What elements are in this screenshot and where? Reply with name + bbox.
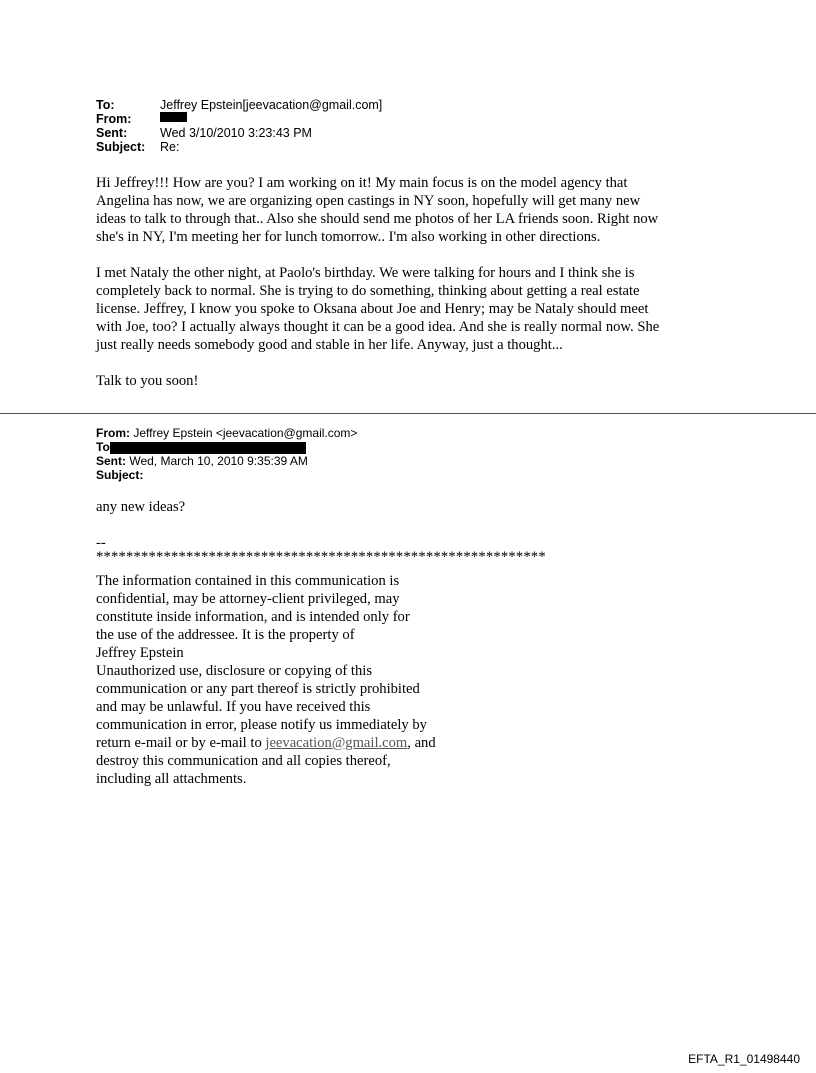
disclaimer-line: Unauthorized use, disclosure or copying of this — [96, 663, 373, 679]
document-id: EFTA_R1_01498440 — [688, 1052, 800, 1066]
subject-label: Subject: — [96, 140, 146, 154]
body-line: ideas to talk to through that.. Also she should send me photos of her LA friends soon. Right now — [96, 211, 659, 227]
body-line: Angelina has now, we are organizing open castings in NY soon, hopefully will get many new — [96, 193, 641, 209]
body-paragraph — [96, 174, 726, 246]
disclaimer-line: communication or any part thereof is strictly prohibited — [96, 681, 420, 697]
subject-value: Re: — [160, 140, 180, 154]
body-line: just really needs somebody good and stable in her life. Anyway, just a thought... — [96, 337, 563, 353]
quoted-subject-row — [96, 468, 357, 482]
body-line: completely back to normal. She is trying to do something, thinking about getting a real estate — [96, 283, 640, 299]
disclaimer-line-with-link — [96, 734, 546, 752]
to-label: To: — [96, 98, 115, 112]
signature-dashes: -- — [96, 535, 106, 551]
quoted-to-row — [96, 440, 357, 454]
disclaimer-line: and may be unlawful. If you have received this — [96, 699, 371, 715]
quoted-to-label: To — [96, 440, 110, 454]
disclaimer-line: communication in error, please notify us immediately by — [96, 717, 427, 733]
subject-row — [96, 140, 382, 154]
redaction-box — [110, 442, 306, 454]
quoted-email-body — [96, 498, 546, 788]
quoted-sent-row — [96, 454, 357, 468]
signature-stars: ************************************************************ — [96, 549, 546, 565]
to-row — [96, 98, 382, 112]
email-header — [96, 98, 382, 154]
from-label: From: — [96, 112, 132, 126]
sent-value: Wed 3/10/2010 3:23:43 PM — [160, 126, 312, 140]
quoted-body-text: any new ideas? — [96, 499, 186, 515]
sent-label: Sent: — [96, 126, 128, 140]
body-line: with Joe, too? I actually always thought it can be a good idea. And she is really normal now. She — [96, 319, 660, 335]
quoted-sent-label: Sent: — [96, 454, 126, 468]
email-body — [96, 174, 726, 408]
disclaimer-text: return e-mail or by e-mail to — [96, 735, 266, 751]
body-line: Hi Jeffrey!!! How are you? I am working on it! My main focus is on the model agency that — [96, 175, 628, 191]
redaction-box — [160, 112, 187, 122]
to-value: Jeffrey Epstein[jeevacation@gmail.com] — [160, 98, 383, 112]
sent-row — [96, 126, 382, 140]
disclaimer-line: the use of the addressee. It is the property of — [96, 627, 355, 643]
from-row — [96, 112, 382, 126]
disclaimer-line: confidential, may be attorney-client privileged, may — [96, 591, 400, 607]
disclaimer-text: , and — [407, 735, 436, 751]
legal-disclaimer — [96, 572, 546, 788]
reply-divider — [0, 413, 816, 414]
disclaimer-line: constitute inside information, and is intended only for — [96, 609, 410, 625]
quoted-from-label: From: — [96, 426, 130, 440]
body-line: she's in NY, I'm meeting her for lunch tomorrow.. I'm also working in other directions. — [96, 229, 601, 245]
quoted-subject-label: Subject: — [96, 468, 144, 482]
disclaimer-line: Jeffrey Epstein — [96, 645, 184, 661]
quoted-from-row — [96, 426, 357, 440]
email-link[interactable]: jeevacation@gmail.com — [265, 735, 408, 751]
disclaimer-line: destroy this communication and all copies thereof, — [96, 753, 391, 769]
body-line: license. Jeffrey, I know you spoke to Oksana about Joe and Henry; may be Nataly should meet — [96, 301, 649, 317]
body-line: I met Nataly the other night, at Paolo's birthday. We were talking for hours and I think she is — [96, 265, 635, 281]
closing-line: Talk to you soon! — [96, 373, 199, 389]
quoted-email-header — [96, 426, 357, 482]
quoted-sent-value: Wed, March 10, 2010 9:35:39 AM — [126, 454, 308, 468]
disclaimer-line: The information contained in this communication is — [96, 573, 400, 589]
disclaimer-line: including all attachments. — [96, 771, 247, 787]
quoted-from-value: Jeffrey Epstein <jeevacation@gmail.com> — [130, 426, 358, 440]
body-paragraph — [96, 264, 726, 354]
